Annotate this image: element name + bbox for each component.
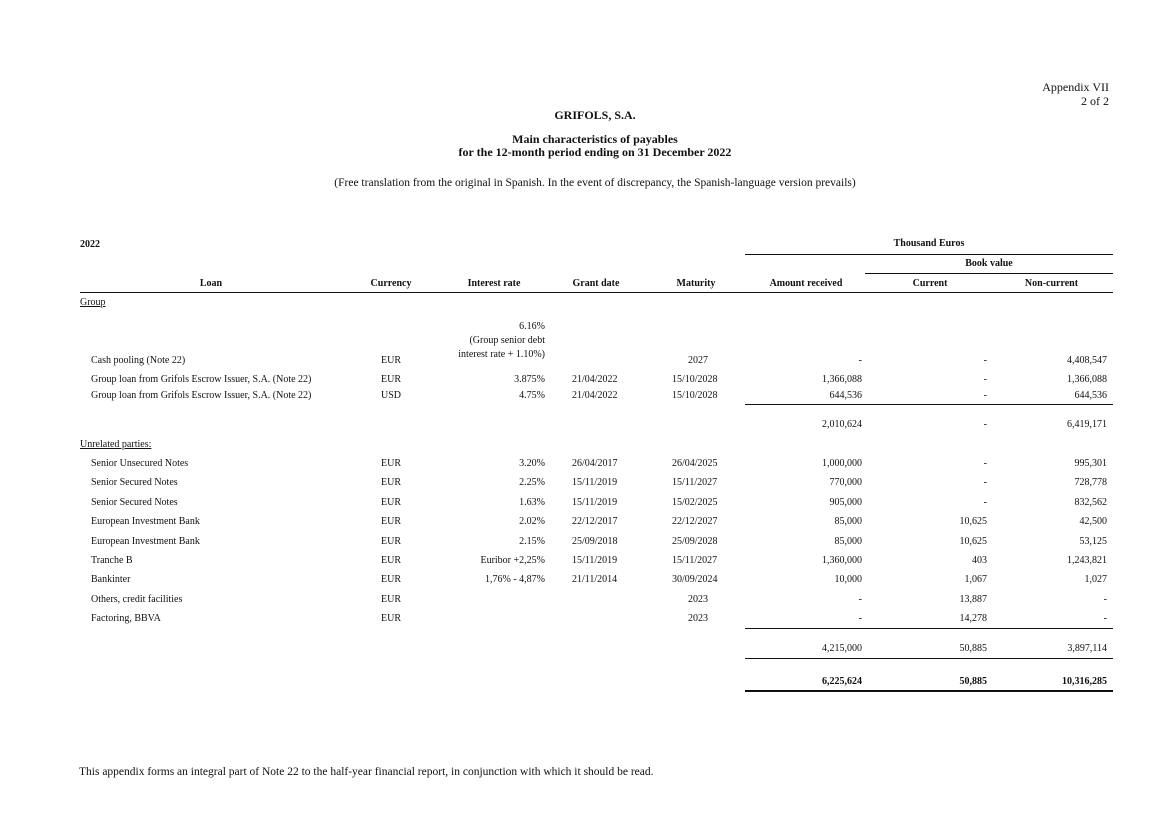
loan-noncurrent: 42,500 — [1079, 516, 1107, 527]
loan-currency: EUR — [381, 355, 401, 366]
col-current: Current — [912, 278, 948, 289]
loan-noncurrent: 1,243,821 — [1067, 555, 1107, 566]
loan-noncurrent: 1,027 — [1084, 574, 1107, 585]
loan-noncurrent: 728,778 — [1074, 477, 1107, 488]
report-subtitle — [0, 133, 1168, 159]
loan-grant-date: 25/09/2018 — [572, 536, 618, 547]
loan-maturity: 15/10/2028 — [672, 390, 718, 401]
group-subtotal-rule — [745, 404, 1113, 405]
loan-name: Senior Unsecured Notes — [91, 458, 189, 469]
section-group-label: Group — [80, 297, 106, 308]
loan-name: European Investment Bank — [91, 516, 200, 527]
loan-currency: EUR — [381, 613, 401, 624]
company-name: GRIFOLS, S.A. — [554, 108, 636, 122]
loan-name: European Investment Bank — [91, 536, 200, 547]
section-unrelated-label: Unrelated parties: — [80, 439, 152, 450]
loan-rate: 2.15% — [519, 536, 545, 547]
loan-currency: EUR — [381, 374, 401, 385]
loan-currency: EUR — [381, 536, 401, 547]
loan-grant-date: 21/11/2014 — [572, 574, 618, 585]
loan-grant-date: 21/04/2022 — [572, 374, 618, 385]
subtitle-line-2: for the 12-month period ending on 31 December 2022 — [458, 145, 732, 159]
loan-current: - — [983, 374, 987, 385]
loan-maturity: 30/09/2024 — [672, 574, 718, 585]
loan-currency: EUR — [381, 555, 401, 566]
loan-current: - — [983, 477, 987, 488]
header-rule-bottom — [80, 292, 1113, 293]
loan-noncurrent: 832,562 — [1074, 497, 1107, 508]
total-amount: 6,225,624 — [822, 676, 862, 687]
loan-amount: 644,536 — [829, 390, 862, 401]
loan-rate: 1,76% - 4,87% — [485, 574, 545, 585]
loan-amount: - — [858, 594, 862, 605]
loan-current: 403 — [972, 555, 987, 566]
loan-amount: 770,000 — [829, 477, 862, 488]
loan-maturity: 15/10/2028 — [672, 374, 718, 385]
appendix-page: 2 of 2 — [1081, 94, 1109, 108]
loan-name: Others, credit facilities — [91, 594, 183, 605]
loan-name: Group loan from Grifols Escrow Issuer, S.A. (Note 22) — [91, 374, 312, 385]
loan-rate: 2.02% — [519, 516, 545, 527]
loan-grant-date: 15/11/2019 — [572, 497, 618, 508]
loan-name: Factoring, BBVA — [91, 613, 161, 624]
loan-amount: 85,000 — [834, 536, 862, 547]
loan-current: 10,625 — [959, 516, 987, 527]
loan-amount: 85,000 — [834, 516, 862, 527]
loan-rate-line-3: interest rate + 1.10%) — [458, 349, 545, 360]
loan-noncurrent: - — [1103, 613, 1107, 624]
loan-name: Senior Secured Notes — [91, 477, 178, 488]
loan-current: 10,625 — [959, 536, 987, 547]
total-rule-bottom — [745, 690, 1113, 692]
loan-name: Senior Secured Notes — [91, 497, 178, 508]
subtotal-current: 50,885 — [959, 643, 987, 654]
loan-currency: USD — [380, 390, 401, 401]
total-noncurrent: 10,316,285 — [1062, 676, 1107, 687]
loan-amount: 1,000,000 — [822, 458, 862, 469]
loan-name: Tranche B — [91, 555, 133, 566]
loan-currency: EUR — [381, 574, 401, 585]
loan-current: 1,067 — [964, 574, 987, 585]
loan-currency: EUR — [381, 458, 401, 469]
loan-rate: 3.20% — [519, 458, 545, 469]
footer-note: This appendix forms an integral part of Note 22 to the half-year financial report, in conjunction with which it should be read. — [79, 766, 654, 778]
loan-current: - — [983, 497, 987, 508]
loan-amount: 1,360,000 — [822, 555, 862, 566]
header-rule-top — [745, 254, 1113, 255]
loan-currency: EUR — [381, 477, 401, 488]
loan-current: - — [983, 390, 987, 401]
loan-current: - — [983, 458, 987, 469]
loan-current: 14,278 — [959, 613, 987, 624]
loan-grant-date: 22/12/2017 — [572, 516, 618, 527]
loan-noncurrent: 995,301 — [1074, 458, 1107, 469]
loan-rate: 1.63% — [519, 497, 545, 508]
col-non-current: Non-current — [1024, 278, 1079, 289]
loan-currency: EUR — [381, 497, 401, 508]
loan-noncurrent: 644,536 — [1074, 390, 1107, 401]
loan-name: Bankinter — [91, 574, 131, 585]
col-loan: Loan — [199, 278, 223, 289]
subtotal-amount: 2,010,624 — [822, 419, 862, 430]
loan-grant-date: 21/04/2022 — [572, 390, 618, 401]
loan-rate-line-2: (Group senior debt — [469, 335, 545, 346]
loan-maturity: 2023 — [688, 613, 708, 624]
loan-amount: 1,366,088 — [822, 374, 862, 385]
loan-noncurrent: - — [1103, 594, 1107, 605]
loan-maturity: 15/11/2027 — [672, 555, 718, 566]
loan-noncurrent: 53,125 — [1079, 536, 1107, 547]
loan-maturity: 15/02/2025 — [672, 497, 718, 508]
loan-amount: - — [858, 355, 862, 366]
unrelated-subtotal-rule — [745, 628, 1113, 629]
loan-maturity: 2027 — [688, 355, 708, 366]
loan-noncurrent: 1,366,088 — [1067, 374, 1107, 385]
col-maturity: Maturity — [676, 278, 716, 289]
col-amount-received: Amount received — [769, 278, 843, 289]
subtitle-line-1: Main characteristics of payables — [512, 132, 678, 146]
loan-current: - — [983, 355, 987, 366]
loan-name: Group loan from Grifols Escrow Issuer, S.A. (Note 22) — [91, 390, 312, 401]
loan-grant-date: 15/11/2019 — [572, 555, 618, 566]
loan-maturity: 2023 — [688, 594, 708, 605]
subtotal-noncurrent: 3,897,114 — [1067, 643, 1107, 654]
appendix-label — [1042, 80, 1109, 108]
loan-maturity: 15/11/2027 — [672, 477, 718, 488]
subtotal-current: - — [983, 419, 987, 430]
loan-amount: 10,000 — [834, 574, 862, 585]
loan-amount: 905,000 — [829, 497, 862, 508]
loan-currency: EUR — [381, 594, 401, 605]
loan-rate-line-1: 6.16% — [519, 321, 545, 332]
loan-name: Cash pooling (Note 22) — [91, 355, 186, 366]
loan-rate: Euribor +2,25% — [480, 555, 545, 566]
subtotal-amount: 4,215,000 — [822, 643, 862, 654]
thousand-euros-header: Thousand Euros — [893, 238, 965, 249]
translation-note: (Free translation from the original in Spanish. In the event of discrepancy, the Spanish-language version prevails) — [334, 177, 856, 189]
col-currency: Currency — [370, 278, 412, 289]
loan-current: 13,887 — [959, 594, 987, 605]
loan-maturity: 26/04/2025 — [672, 458, 718, 469]
total-rule-top — [745, 658, 1113, 659]
loan-grant-date: 26/04/2017 — [572, 458, 618, 469]
header-rule-book — [865, 273, 1113, 274]
loan-grant-date: 15/11/2019 — [572, 477, 618, 488]
loan-rate: 3.875% — [514, 374, 545, 385]
col-grant-date: Grant date — [572, 278, 620, 289]
col-interest-rate: Interest rate — [467, 278, 521, 289]
total-current: 50,885 — [959, 676, 987, 687]
loan-maturity: 22/12/2027 — [672, 516, 718, 527]
table-year: 2022 — [80, 239, 100, 250]
book-value-header: Book value — [965, 258, 1013, 269]
loan-maturity: 25/09/2028 — [672, 536, 718, 547]
loan-rate: 4.75% — [519, 390, 545, 401]
loan-amount: - — [858, 613, 862, 624]
loan-currency: EUR — [381, 516, 401, 527]
subtotal-noncurrent: 6,419,171 — [1067, 419, 1107, 430]
loan-noncurrent: 4,408,547 — [1067, 355, 1107, 366]
loan-rate: 2.25% — [519, 477, 545, 488]
appendix-title: Appendix VII — [1042, 80, 1109, 94]
